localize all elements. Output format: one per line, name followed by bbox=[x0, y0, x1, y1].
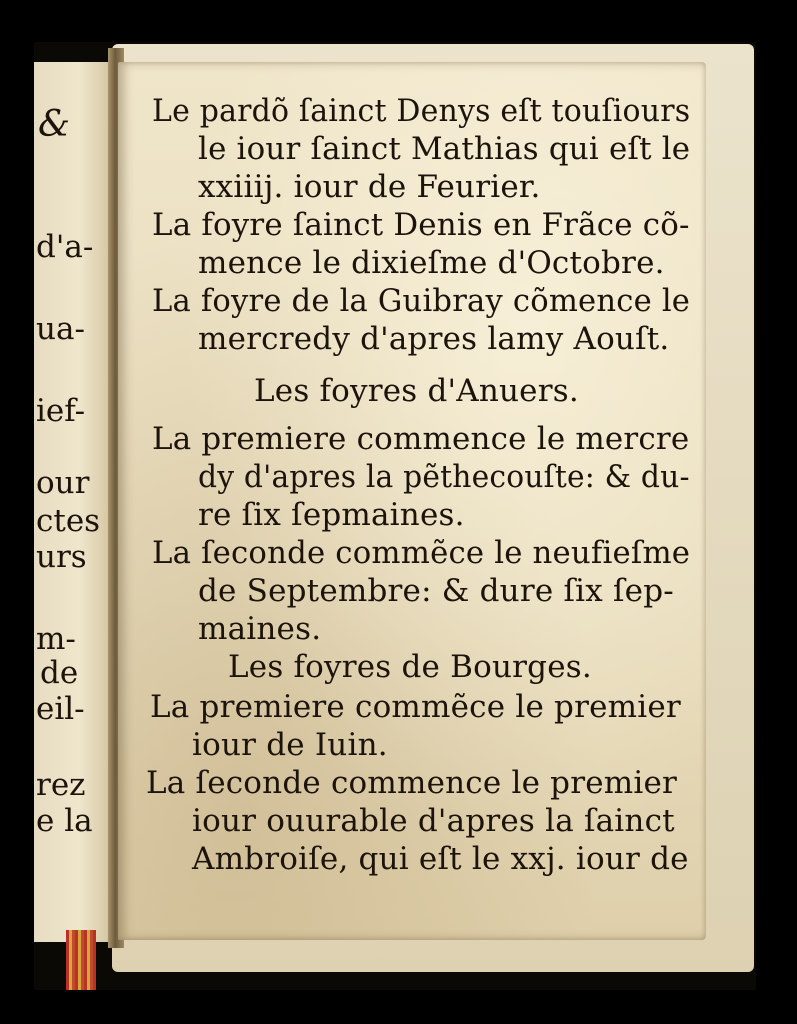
text-line: iour ouurable d'apres la ſainct bbox=[192, 803, 675, 839]
left-page-fragment: ief- bbox=[36, 393, 86, 429]
left-page-fragment: rez bbox=[36, 767, 86, 803]
text-line: Ambroiſe, qui eſt le xxj. iour de bbox=[192, 841, 689, 877]
text-line: Le pardõ ſainct Denys eſt touſiours bbox=[152, 93, 691, 129]
text-line: dy d'apres la pẽthecouſte: & du- bbox=[198, 459, 690, 495]
left-page-fragment: ctes bbox=[36, 503, 101, 539]
text-line: La ſeconde commence le premier bbox=[146, 765, 678, 801]
section-heading: Les foyres de Bourges. bbox=[228, 649, 592, 685]
left-page-fragment: d'a- bbox=[36, 229, 94, 265]
left-page-fragment: e la bbox=[36, 803, 93, 839]
left-page-fragment: ua- bbox=[36, 311, 85, 347]
left-page-fragment: urs bbox=[36, 539, 87, 575]
text-line: La ſeconde commẽce le neufieſme bbox=[152, 535, 691, 571]
text-line: iour de Iuin. bbox=[192, 727, 388, 763]
text-line: re ſix ſepmaines. bbox=[198, 497, 465, 533]
text-line: maines. bbox=[198, 611, 322, 647]
left-page-fragment: our bbox=[36, 465, 90, 501]
text-line: La foyre ſainct Denis en Frãce cõ- bbox=[152, 207, 690, 243]
text-line: de Septembre: & dure ſix ſep- bbox=[198, 573, 674, 609]
left-page-fragment: de bbox=[40, 655, 79, 691]
text-line: La foyre de la Guibray cõmence le bbox=[152, 283, 691, 319]
left-page bbox=[34, 62, 116, 942]
left-page-fragment: m- bbox=[36, 621, 76, 657]
bookmark-ribbon bbox=[66, 930, 96, 990]
text-line: xxiiij. iour de Feurier. bbox=[198, 169, 541, 205]
left-page-fragment: eil- bbox=[36, 691, 85, 727]
left-page-fragment: & bbox=[38, 104, 71, 145]
text-line: mence le dixieſme d'Octobre. bbox=[198, 245, 665, 281]
right-page bbox=[118, 62, 706, 940]
text-line: La premiere commẽce le premier bbox=[150, 689, 681, 725]
text-line: mercredy d'apres lamy Aouſt. bbox=[198, 321, 670, 357]
text-line: le iour ſainct Mathias qui eſt le bbox=[198, 131, 691, 167]
section-heading: Les foyres d'Anuers. bbox=[254, 373, 579, 409]
text-line: La premiere commence le mercre bbox=[152, 421, 690, 457]
